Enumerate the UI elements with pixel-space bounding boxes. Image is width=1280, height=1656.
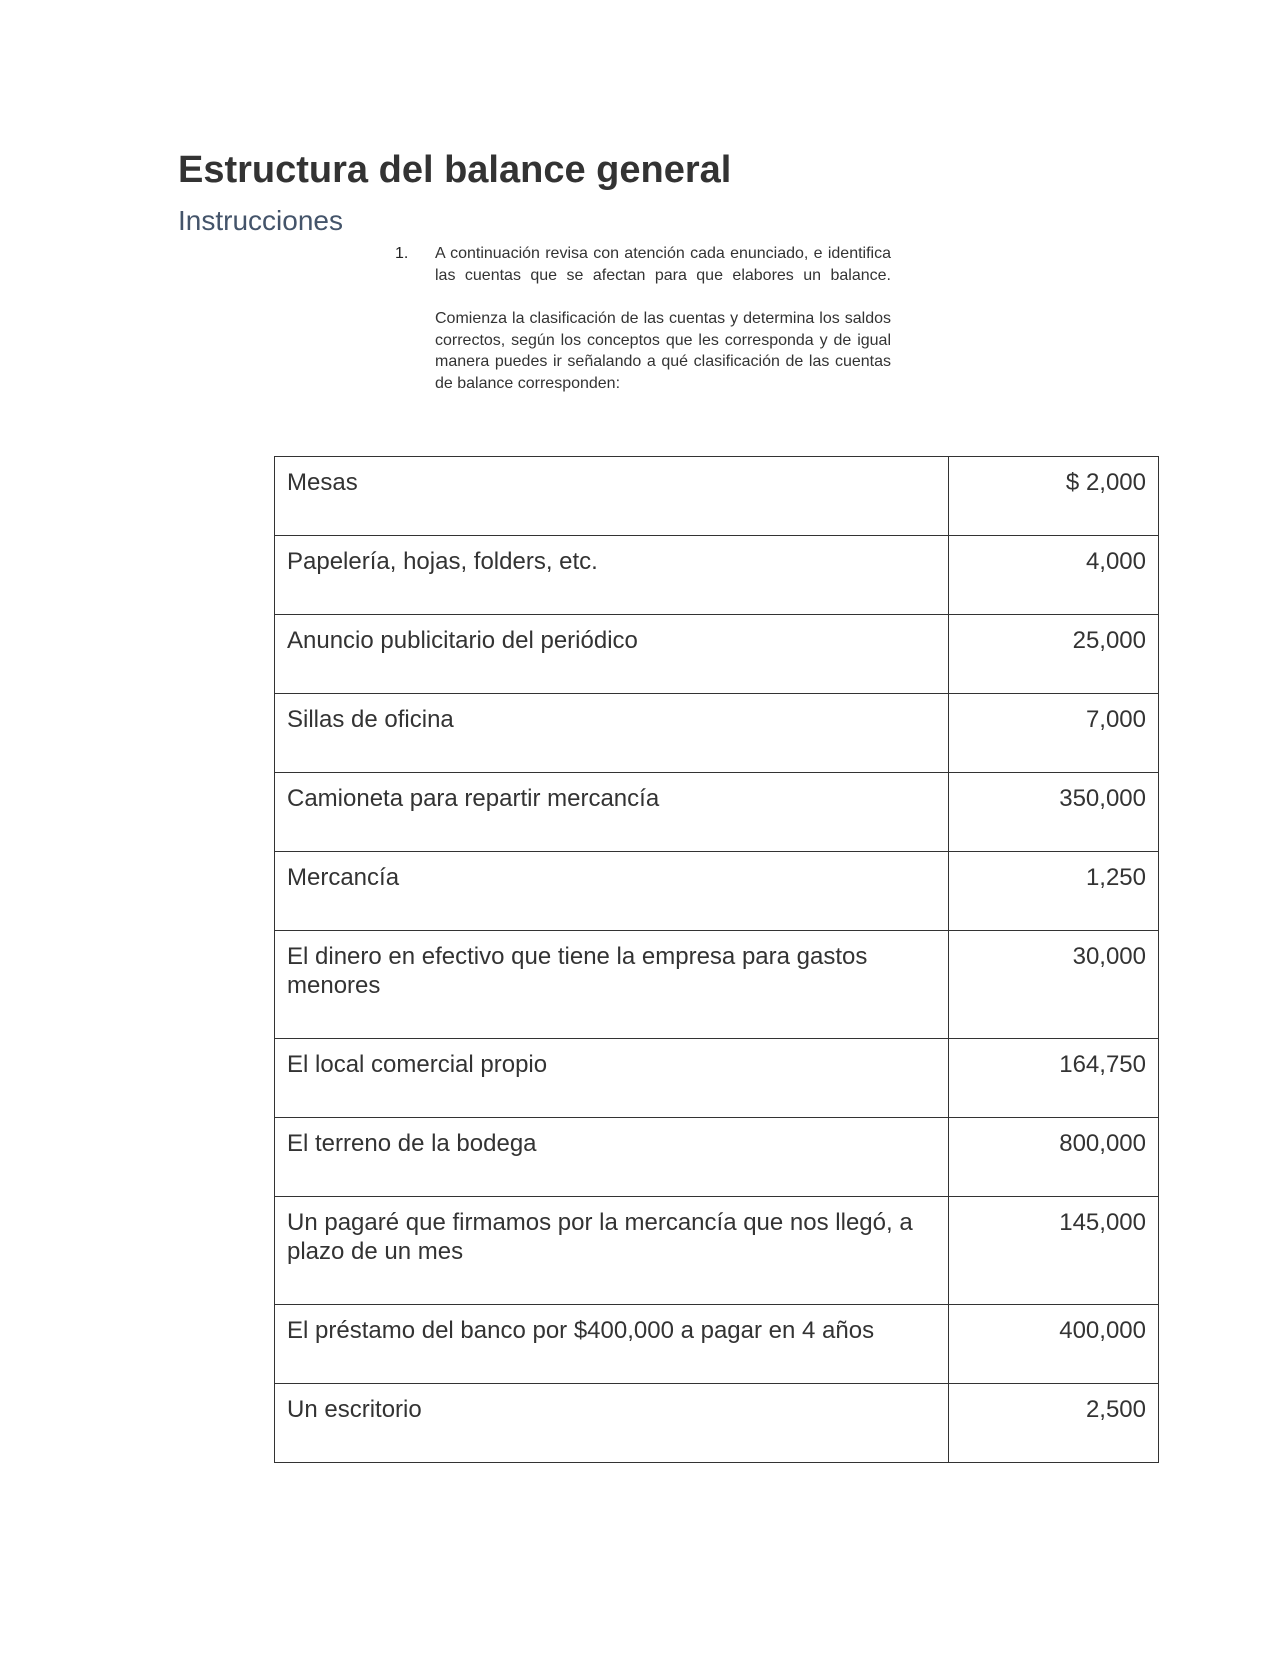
account-amount: 2,500: [949, 1384, 1159, 1463]
account-amount: 400,000: [949, 1305, 1159, 1384]
accounts-table: [274, 456, 1159, 1463]
account-description: El local comercial propio: [275, 1039, 949, 1118]
account-amount: 800,000: [949, 1118, 1159, 1197]
account-amount: 1,250: [949, 852, 1159, 931]
account-description: El dinero en efectivo que tiene la empresa para gastos menores: [275, 931, 949, 1039]
account-description: Un escritorio: [275, 1384, 949, 1463]
instruction-paragraph-1: A continuación revisa con atención cada enunciado, e identifica las cuentas que se afectan para que elabores un balance.: [435, 245, 891, 284]
account-amount: 25,000: [949, 615, 1159, 694]
table-row: [275, 615, 1159, 694]
table-row: [275, 536, 1159, 615]
account-description: El préstamo del banco por $400,000 a pagar en 4 años: [275, 1305, 949, 1384]
account-description: Anuncio publicitario del periódico: [275, 615, 949, 694]
account-description: Papelería, hojas, folders, etc.: [275, 536, 949, 615]
table-row: [275, 1118, 1159, 1197]
account-description: Mesas: [275, 457, 949, 536]
account-amount: 7,000: [949, 694, 1159, 773]
account-description: Camioneta para repartir mercancía: [275, 773, 949, 852]
account-description: El terreno de la bodega: [275, 1118, 949, 1197]
account-amount: 145,000: [949, 1197, 1159, 1305]
account-description: Sillas de oficina: [275, 694, 949, 773]
table-row: [275, 931, 1159, 1039]
table-row: [275, 457, 1159, 536]
instruction-body: [435, 243, 891, 395]
account-amount: $ 2,000: [949, 457, 1159, 536]
section-heading: Instrucciones: [178, 205, 343, 236]
table-row: [275, 694, 1159, 773]
account-amount: 350,000: [949, 773, 1159, 852]
account-amount: 4,000: [949, 536, 1159, 615]
table-row: [275, 1197, 1159, 1305]
instruction-paragraph-2: Comienza la clasificación de las cuentas y determina los saldos correctos, según los conceptos que les corresponda y de igual manera puedes ir señalando a qué clasificación de las cuentas de balance corresponden:: [435, 310, 891, 392]
table-row: [275, 852, 1159, 931]
table-row: [275, 1305, 1159, 1384]
account-amount: 30,000: [949, 931, 1159, 1039]
table-row: [275, 1039, 1159, 1118]
table-row: [275, 1384, 1159, 1463]
instruction-number: 1.: [395, 245, 409, 262]
account-description: Mercancía: [275, 852, 949, 931]
table-row: [275, 773, 1159, 852]
account-description: Un pagaré que firmamos por la mercancía que nos llegó, a plazo de un mes: [275, 1197, 949, 1305]
page-title: Estructura del balance general: [178, 149, 732, 191]
account-amount: 164,750: [949, 1039, 1159, 1118]
